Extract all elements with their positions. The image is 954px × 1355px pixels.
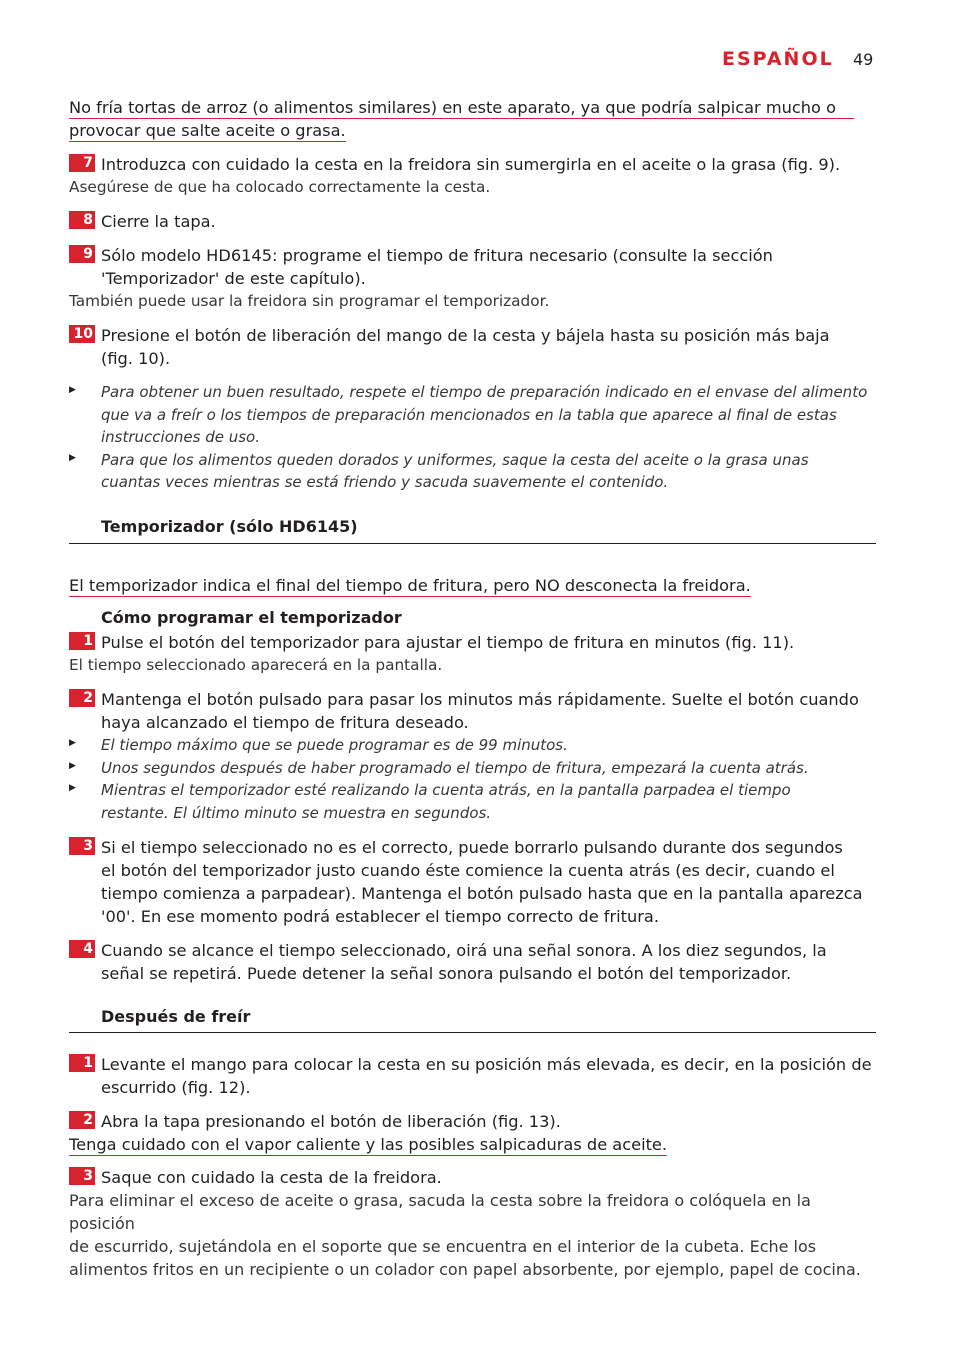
step-7 (69, 153, 877, 199)
subheading-program-timer: Cómo programar el temporizador (101, 608, 402, 627)
step-number: 2 (69, 689, 95, 707)
step-text: Abra la tapa presionando el botón de liberación (fig. 13). (101, 1112, 561, 1131)
timer-step-1 (69, 631, 877, 677)
tip-line: restante. El último minuto se muestra en segundos. (101, 803, 492, 822)
step-text: Cierre la tapa. (101, 212, 216, 231)
step-text-line-1: Cuando se alcance el tiempo seleccionado, oirá una señal sonora. A los diez segundos, la (101, 941, 827, 960)
step-number: 8 (69, 211, 95, 229)
after-step-1 (69, 1053, 877, 1099)
bullet-icon: ▶ (69, 760, 76, 771)
warning-text: El temporizador indica el final del tiempo de fritura, pero NO desconecta la freidora. (69, 576, 751, 595)
step-text-line-2: haya alcanzado el tiempo de fritura deseado. (101, 713, 469, 732)
steam-warning: Tenga cuidado con el vapor caliente y las posibles salpicaduras de aceite. (69, 1135, 668, 1154)
tip-line: Para obtener un buen resultado, respete el tiempo de preparación indicado en el envase del alimento (101, 383, 868, 401)
timer-tip-list (69, 734, 877, 824)
timer-step-3 (69, 836, 877, 928)
page-number: 49 (853, 50, 874, 69)
step-number: 7 (69, 154, 95, 172)
step-number: 3 (69, 837, 95, 855)
warning-line-2: provocar que salte aceite o grasa. (69, 121, 346, 140)
tip-line: Mientras el temporizador esté realizando la cuenta atrás, en la pantalla parpadea el tiempo (101, 781, 791, 799)
step-text-line-1: Sólo modelo HD6145: programe el tiempo de fritura necesario (consulte la sección (101, 246, 773, 265)
tip-line: que va a freír o los tiempos de preparación mencionados en la tabla que aparece al final de estas (101, 405, 837, 424)
tip-line: Para que los alimentos queden dorados y uniformes, saque la cesta del aceite o la grasa unas (101, 450, 809, 469)
section-heading-timer: Temporizador (sólo HD6145) (101, 517, 358, 536)
step-text: Saque con cuidado la cesta de la freidora. (101, 1168, 442, 1187)
step-note: El tiempo seleccionado aparecerá en la pantalla. (69, 656, 443, 674)
step-note-line: Para eliminar el exceso de aceite o grasa, sacuda la cesta sobre la freidora o colóquela en la posición (69, 1191, 811, 1233)
step-text-line-4: '00'. En ese momento podrá establecer el tiempo correcto de fritura. (101, 907, 659, 926)
warning-line-1: No fría tortas de arroz (o alimentos similares) en este aparato, ya que podría salpicar mucho o (69, 98, 836, 117)
step-text-line-1: Si el tiempo seleccionado no es el correcto, puede borrarlo pulsando durante dos segundos (101, 838, 843, 857)
step-text-line-1: Presione el botón de liberación del mango de la cesta y bájela hasta su posición más baja (101, 326, 830, 345)
step-8 (69, 210, 877, 233)
bullet-icon: ▶ (69, 738, 76, 748)
tip-line: instrucciones de uso. (101, 428, 260, 446)
after-step-2 (69, 1110, 877, 1156)
step-note-line: alimentos fritos en un recipiente o un colador con papel absorbente, por ejemplo, papel de cocina. (69, 1260, 861, 1279)
tip-list (69, 381, 877, 494)
tip-item (69, 381, 877, 449)
step-text: Pulse el botón del temporizador para ajustar el tiempo de fritura en minutos (fig. 11). (101, 633, 795, 652)
bullet-icon: ▶ (69, 452, 76, 463)
step-number: 10 (69, 325, 95, 343)
tip-line: Unos segundos después de haber programado el tiempo de fritura, empezará la cuenta atrás. (101, 758, 809, 777)
tip-item (69, 779, 877, 824)
tip-line: El tiempo máximo que se puede programar es de 99 minutos. (101, 736, 568, 754)
step-text-line-2: el botón del temporizador justo cuando éste comience la cuenta atrás (es decir, cuando el (101, 861, 835, 880)
step-note: Asegúrese de que ha colocado correctamente la cesta. (69, 178, 491, 196)
step-number: 1 (69, 632, 95, 650)
step-number: 3 (69, 1167, 95, 1185)
section-divider (69, 1032, 876, 1033)
step-number: 2 (69, 1111, 95, 1129)
step-text-line-1: Levante el mango para colocar la cesta en su posición más elevada, es decir, en la posición de (101, 1055, 872, 1074)
timer-step-4 (69, 939, 877, 985)
step-10 (69, 324, 877, 370)
step-number: 4 (69, 940, 95, 958)
step-text-line-2: 'Temporizador' de este capítulo). (101, 269, 366, 288)
tip-item (69, 757, 877, 780)
step-text-line-2: escurrido (fig. 12). (101, 1078, 251, 1097)
language-label: ESPAÑOL (722, 48, 834, 70)
after-step-3 (69, 1166, 877, 1281)
tip-line: cuantas veces mientras se está friendo y sacuda suavemente el contenido. (101, 473, 669, 491)
step-number: 1 (69, 1054, 95, 1072)
timer-warning (69, 574, 877, 597)
step-text-line-3: tiempo comienza a parpadear). Mantenga el botón pulsado hasta que en la pantalla aparezca (101, 884, 863, 903)
step-text-line-2: señal se repetirá. Puede detener la señal sonora pulsando el botón del temporizador. (101, 964, 792, 983)
step-text-line-2: (fig. 10). (101, 349, 171, 368)
step-text-line-1: Mantenga el botón pulsado para pasar los minutos más rápidamente. Suelte el botón cuando (101, 690, 859, 709)
step-number: 9 (69, 245, 95, 263)
step-note-line: de escurrido, sujetándola en el soporte que se encuentra en el interior de la cubeta. Eche los (69, 1237, 817, 1256)
step-text: Introduzca con cuidado la cesta en la freidora sin sumergirla en el aceite o la grasa (fig. 9). (101, 155, 841, 174)
warning-rice-cakes (69, 96, 877, 142)
timer-step-2 (69, 688, 877, 734)
bullet-icon: ▶ (69, 783, 76, 793)
section-divider (69, 543, 876, 544)
section-heading-after-frying: Después de freír (101, 1007, 251, 1026)
step-note: También puede usar la freidora sin programar el temporizador. (69, 292, 550, 310)
step-9 (69, 244, 877, 313)
tip-item (69, 734, 877, 757)
bullet-icon: ▶ (69, 385, 76, 395)
tip-item (69, 449, 877, 494)
